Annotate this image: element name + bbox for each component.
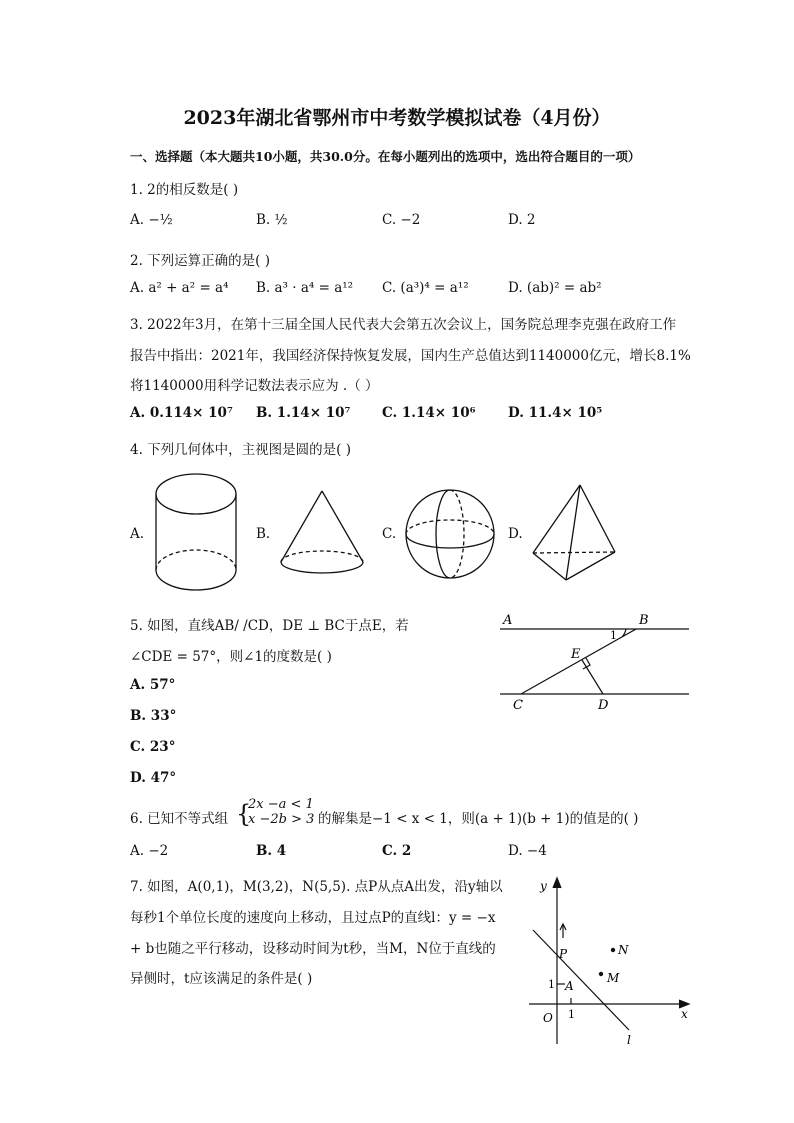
section-header: 一、选择题（本大题共10小题，共30.0分。在每小题列出的选项中，选出符合题目的一项） <box>130 149 641 164</box>
question-3-line-3: 将1140000用科学记数法表示应为 .（ ） <box>130 378 379 394</box>
question-2-option-d: D. (ab)² = ab² <box>508 280 602 296</box>
question-5-line-1: 5. 如图，直线AB/ /CD，DE ⊥ BC于点E，若 <box>130 618 409 634</box>
question-3-option-d: D. 11.4× 10⁵ <box>508 405 603 421</box>
system-line-2: x −2b > 3 <box>248 812 315 827</box>
question-3-option-a: A. 0.114× 10⁷ <box>130 405 233 421</box>
question-3-option-c: C. 1.14× 10⁶ <box>382 405 476 421</box>
question-7-line-2: 每秒1个单位长度的速度向上移动，且过点P的直线l：y = −x <box>130 910 496 926</box>
sphere-figure <box>402 486 498 582</box>
line-l-label: l <box>627 1033 631 1047</box>
question-2-option-c: C. (a³)⁴ = a¹² <box>382 280 469 296</box>
label-a: A <box>503 613 513 628</box>
system-line-1: 2x −a < 1 <box>248 797 314 812</box>
parallel-lines-figure <box>495 608 695 713</box>
label-d: D <box>598 698 609 713</box>
question-6-option-b: B. 4 <box>256 843 287 859</box>
question-7-line-3: + b也随之平行移动，设移动时间为t秒，当M，N位于直线的 <box>130 941 496 957</box>
question-6-option-a: A. −2 <box>130 843 169 859</box>
question-7-line-4: 异侧时，t应该满足的条件是( ) <box>130 971 313 987</box>
question-3-option-b: B. 1.14× 10⁷ <box>256 405 351 421</box>
point-p-label: P <box>559 947 568 961</box>
question-2-option-b: B. a³ · a⁴ = a¹² <box>256 280 354 296</box>
question-1-option-d: D. 2 <box>508 212 536 228</box>
question-6-option-c: C. 2 <box>382 843 412 859</box>
question-1-option-c: C. −2 <box>382 212 421 228</box>
question-1-option-b: B. ½ <box>256 212 288 228</box>
coordinate-figure <box>525 872 700 1052</box>
tick-y-1-label: 1 <box>548 978 555 991</box>
label-b: B <box>639 613 649 628</box>
question-4-option-b: B. <box>256 526 271 542</box>
question-6-suffix: 的解集是−1 < x < 1，则(a + 1)(b + 1)的值是的( ) <box>318 811 639 827</box>
page-title: 2023年湖北省鄂州市中考数学模拟试卷（4月份） <box>183 107 611 129</box>
origin-label: O <box>543 1011 553 1025</box>
question-5-option-b: B. 33° <box>130 708 177 724</box>
brace: { <box>236 800 252 828</box>
point-m-label: M <box>607 971 620 985</box>
question-6-prefix: 6. 已知不等式组 <box>130 811 229 827</box>
x-axis-label: x <box>681 1007 688 1021</box>
question-5-line-2: ∠CDE = 57°，则∠1的度数是( ) <box>130 649 332 665</box>
point-n-label: N <box>618 943 629 957</box>
tick-x-1-label: 1 <box>568 1008 575 1021</box>
question-4-stem: 4. 下列几何体中，主视图是圆的是( ) <box>130 442 351 458</box>
question-3-line-2: 报告中指出：2021年，我国经济保持恢复发展，国内生产总值达到1140000亿元，增长8.1% <box>130 348 691 364</box>
question-6-option-d: D. −4 <box>508 843 547 859</box>
question-7-line-1: 7. 如图，A(0,1)，M(3,2)，N(5,5). 点P从点A出发，沿y轴以 <box>130 879 503 895</box>
cone-figure <box>276 485 368 580</box>
question-4-option-a: A. <box>130 526 145 542</box>
question-5-option-c: C. 23° <box>130 739 176 755</box>
label-c: C <box>513 698 523 713</box>
question-3-line-1: 3. 2022年3月，在第十三届全国人民代表大会第五次会议上，国务院总理李克强在政府工作 <box>130 317 677 333</box>
question-1-stem: 1. 2的相反数是( ) <box>130 182 239 198</box>
label-e: E <box>571 647 581 662</box>
question-5-option-d: D. 47° <box>130 770 177 786</box>
question-2-option-a: A. a² + a² = a⁴ <box>130 280 229 296</box>
question-2-stem: 2. 下列运算正确的是( ) <box>130 253 270 269</box>
question-1-option-a: A. −½ <box>130 212 173 228</box>
cylinder-figure <box>150 470 242 595</box>
pyramid-figure <box>528 480 620 585</box>
angle-1-label: 1 <box>610 629 617 642</box>
question-5-option-a: A. 57° <box>130 677 176 693</box>
question-4-option-d: D. <box>508 526 523 542</box>
question-4-option-c: C. <box>382 526 397 542</box>
y-axis-label: y <box>540 879 547 893</box>
point-a-label: A <box>565 979 574 993</box>
